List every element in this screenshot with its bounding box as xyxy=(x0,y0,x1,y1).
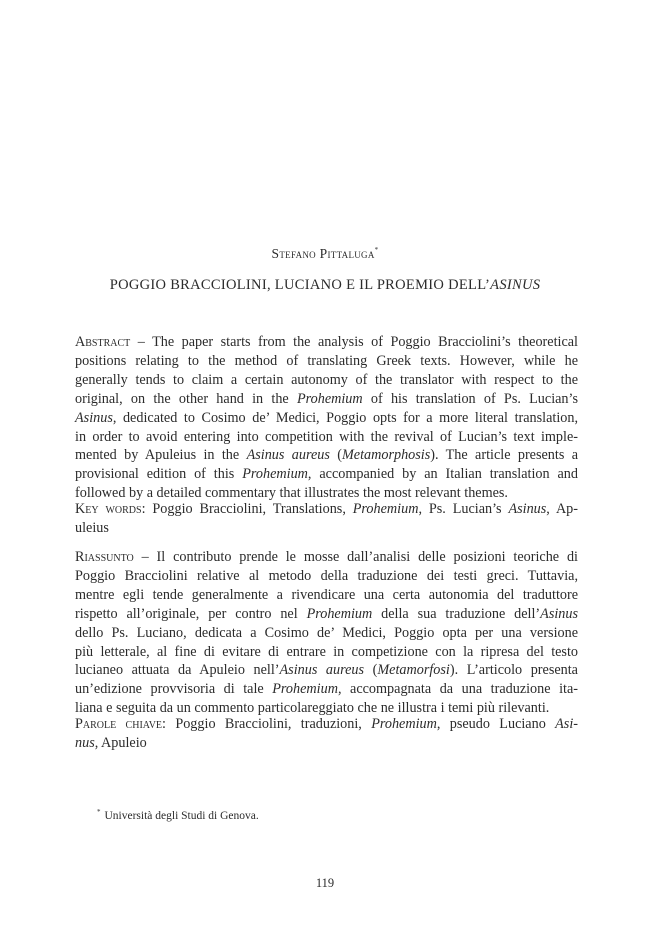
text-run: uleius xyxy=(75,519,109,536)
italic-text: Asinus aureus xyxy=(246,447,330,464)
text-run: , accompagnata da una traduzione ita- xyxy=(337,681,578,698)
text-run: mentre egli tende generalmente a rivendicare una certa autonomia del traduttore xyxy=(75,586,578,603)
author-name-text: Stefano Pittaluga xyxy=(271,246,375,261)
section-label: Riassunto xyxy=(75,549,134,565)
text-line xyxy=(75,333,578,352)
text-line xyxy=(75,567,578,586)
italic-text: Prohemium xyxy=(371,716,437,732)
text-run: più letterale, al fine di evitare di entrare in competizione con la ripresa del testo xyxy=(75,643,578,660)
italic-text: Prohemium xyxy=(296,390,363,407)
text-run: Poggio Bracciolini relative al metodo della traduzione dei testi greci. Tuttavia, xyxy=(75,567,578,584)
italic-text: Prohemium xyxy=(306,605,373,622)
text-line xyxy=(75,734,578,753)
italic-text: Metamorfosi xyxy=(377,662,450,679)
italic-text: Metamorphosis xyxy=(341,447,431,464)
text-run: dello Ps. Luciano, dedicata a Cosimo de’ Medici, Poggio opta per una versione xyxy=(75,624,578,641)
text-line xyxy=(75,661,578,680)
text-run: , Ap- xyxy=(546,501,579,517)
italic-text: Asinus xyxy=(75,409,113,426)
author-footnote-marker: * xyxy=(374,246,379,254)
text-run: liana e seguita da un commento particolareggiato che ne illustra i temi più rilevanti. xyxy=(75,700,550,717)
text-run: lucianeo attuata da Apuleio nell’ xyxy=(75,662,280,679)
article-title xyxy=(0,277,650,294)
text-line xyxy=(75,643,578,662)
text-run: positions relating to the method of translating Greek texts. However, while he xyxy=(75,352,578,369)
text-run: : Poggio Bracciolini, Translations, xyxy=(141,501,353,517)
text-line xyxy=(75,371,578,390)
italic-text: Asi- xyxy=(555,716,578,732)
text-line xyxy=(75,352,578,371)
text-line xyxy=(75,680,578,699)
text-run: – Il contributo prende le mosse dall’analisi delle posizioni teoriche di xyxy=(133,549,578,565)
italic-text: Prohemium xyxy=(242,466,308,483)
text-line xyxy=(75,548,578,567)
text-line xyxy=(75,624,578,643)
riassunto-paragraph xyxy=(75,548,578,718)
footnote-marker: * xyxy=(97,808,101,816)
text-line xyxy=(75,500,578,519)
text-run: , Apuleio xyxy=(94,734,147,751)
italic-text: Asinus xyxy=(508,501,547,517)
text-line xyxy=(75,465,578,484)
text-run: original, on the other hand in the xyxy=(75,390,297,407)
text-run: ( xyxy=(364,662,378,679)
text-run: – The paper starts from the analysis of Poggio Bracciolini’s theoretical xyxy=(130,334,578,350)
text-line xyxy=(75,428,578,447)
text-line xyxy=(75,446,578,465)
text-run: of his translation of Ps. Lucian’s xyxy=(362,390,578,407)
text-run: followed by a detailed commentary that illustrates the most relevant themes. xyxy=(75,485,508,502)
article-title-italic: ASINUS xyxy=(490,277,541,293)
text-run: provisional edition of this xyxy=(75,466,243,483)
text-run: generally tends to claim a certain autonomy of the translator with respect to the xyxy=(75,371,578,388)
text-run: , accompanied by an Italian translation and xyxy=(307,466,578,483)
section-label: Parole chiave xyxy=(75,716,163,732)
text-run: della sua traduzione dell’ xyxy=(372,605,541,622)
abstract-paragraph xyxy=(75,333,578,503)
text-line xyxy=(75,715,578,734)
text-line xyxy=(75,409,578,428)
text-run: in order to avoid entering into competition with the revival of Lucian’s text imple- xyxy=(75,428,578,445)
article-title-main: POGGIO BRACCIOLINI, LUCIANO E IL PROEMIO DELL’ xyxy=(109,277,491,293)
text-line xyxy=(75,519,578,538)
text-run: rispetto all’originale, per contro nel xyxy=(75,605,307,622)
text-run: , pseudo Luciano xyxy=(436,716,556,732)
italic-text: Asinus xyxy=(540,605,578,622)
text-line xyxy=(75,605,578,624)
text-run: ( xyxy=(329,447,342,464)
text-line xyxy=(75,390,578,409)
section-label: Abstract xyxy=(75,334,131,350)
author-name xyxy=(0,246,650,262)
footnote-text: Università degli Studi di Genova. xyxy=(104,810,259,822)
text-run: ). The article presents a xyxy=(430,447,578,464)
italic-text: Prohemium xyxy=(352,501,419,517)
text-run: , Ps. Lucian’s xyxy=(418,501,509,517)
text-run: un’edizione provvisoria di tale xyxy=(75,681,273,698)
text-run: mented by Apuleius in the xyxy=(75,447,247,464)
parole-chiave-paragraph xyxy=(75,715,578,753)
footnote xyxy=(97,808,259,822)
italic-text: Prohemium xyxy=(272,681,338,698)
text-run: , dedicated to Cosimo de’ Medici, Poggio opts for a more literal translation, xyxy=(112,409,578,426)
page-number: 119 xyxy=(315,876,335,890)
italic-text: Asinus aureus xyxy=(279,662,365,679)
text-run: ). L’articolo presenta xyxy=(449,662,578,679)
text-run: : Poggio Bracciolini, traduzioni, xyxy=(162,716,372,732)
keywords-paragraph xyxy=(75,500,578,538)
section-label: Key words xyxy=(75,501,142,517)
italic-text: nus xyxy=(75,734,95,751)
text-line xyxy=(75,586,578,605)
